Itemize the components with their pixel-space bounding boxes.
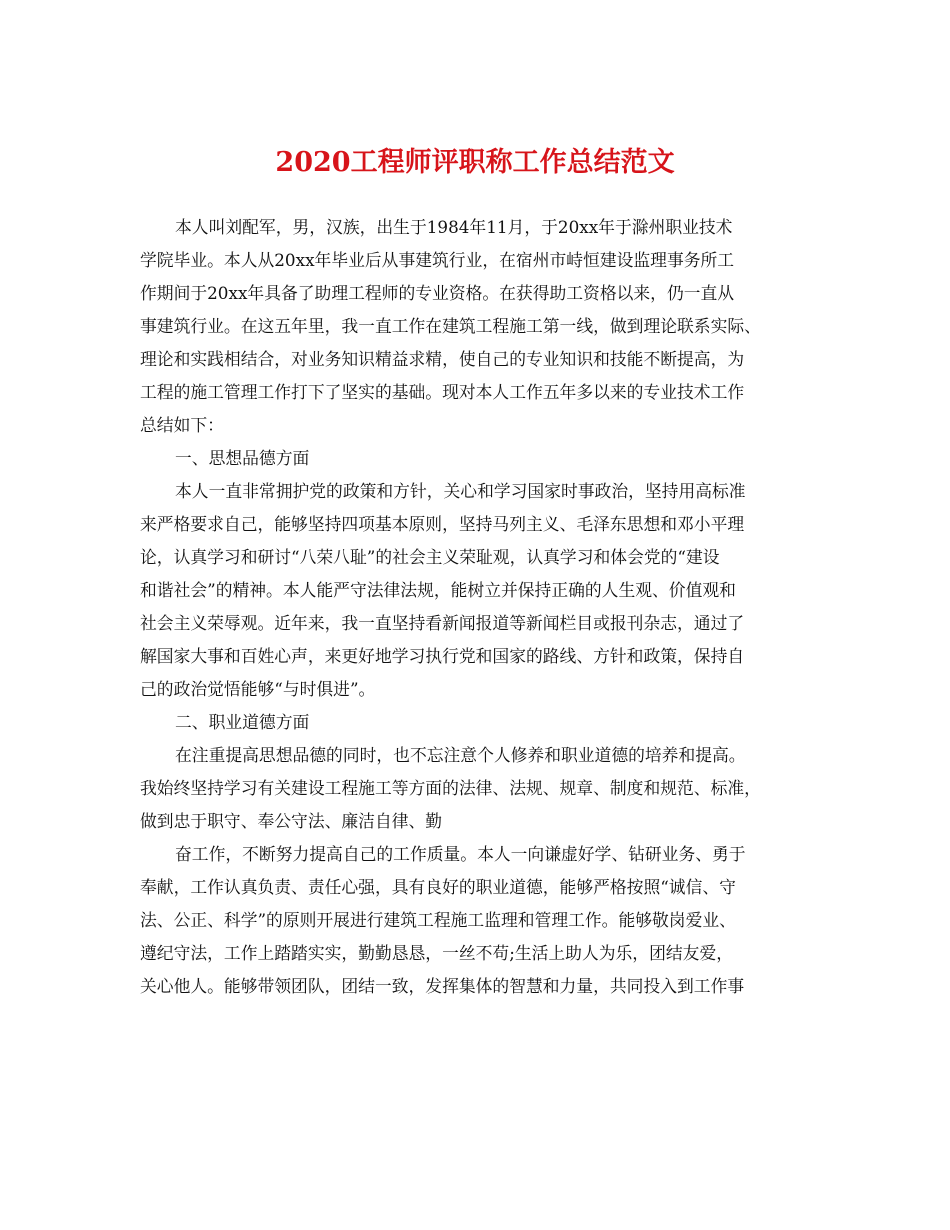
text-line: 论，认真学习和研讨“八荣八耻”的社会主义荣耻观，认真学习和体会党的“建设 — [140, 547, 720, 567]
text-line: 工程的施工管理工作打下了坚实的基础。现对本人工作五年多以来的专业技术工作 — [140, 382, 745, 402]
text-line: 事建筑行业。在这五年里，我一直工作在建筑工程施工第一线，做到理论联系实际、 — [140, 316, 761, 336]
text-line: 关心他人。能够带领团队，团结一致，发挥集体的智慧和力量，共同投入到工作事 — [140, 976, 745, 996]
text-line: 来严格要求自己，能够坚持四项基本原则，坚持马列主义、毛泽东思想和邓小平理 — [140, 514, 745, 534]
text-line: 社会主义荣辱观。近年来，我一直坚持看新闻报道等新闻栏目或报刊杂志，通过了 — [140, 613, 745, 633]
section-heading: 二、职业道德方面 — [175, 712, 310, 732]
text-line: 和谐社会”的精神。本人能严守法律法规，能树立并保持正确的人生观、价值观和 — [140, 580, 736, 600]
page-title: 2020工程师评职称工作总结范文 — [275, 147, 675, 178]
text-line: 作期间于20xx年具备了助理工程师的专业资格。在获得助工资格以来，仍一直从 — [140, 283, 735, 303]
text-line: 本人叫刘配军，男，汉族，出生于1984年11月，于20xx年于滁州职业技术 — [175, 217, 733, 237]
text-line: 在注重提高思想品德的同时，也不忘注意个人修养和职业道德的培养和提高。 — [175, 745, 746, 765]
text-line: 解国家大事和百姓心声，来更好地学习执行党和国家的路线、方针和政策，保持自 — [140, 646, 745, 666]
text-line: 法、公正、科学”的原则开展进行建筑工程施工监理和管理工作。能够敬岗爱业、 — [140, 910, 736, 930]
text-line: 本人一直非常拥护党的政策和方针，关心和学习国家时事政治，坚持用高标准 — [175, 481, 746, 501]
text-line: 学院毕业。本人从20xx年毕业后从事建筑行业，在宿州市峙恒建设监理事务所工 — [140, 250, 735, 270]
text-line: 奉献，工作认真负责、责任心强，具有良好的职业道德，能够严格按照“诚信、守 — [140, 877, 736, 897]
text-line: 总结如下： — [140, 415, 224, 435]
text-line: 我始终坚持学习有关建设工程施工等方面的法律、法规、规章、制度和规范、标准， — [140, 778, 761, 798]
text-line: 理论和实践相结合，对业务知识精益求精，使自己的专业知识和技能不断提高，为 — [140, 349, 745, 369]
text-line: 做到忠于职守、奉公守法、廉洁自律、勤 — [140, 811, 443, 831]
text-line: 奋工作，不断努力提高自己的工作质量。本人一向谦虚好学、钻研业务、勇于 — [175, 844, 746, 864]
section-heading: 一、思想品德方面 — [175, 448, 310, 468]
text-line: 己的政治觉悟能够“与时俱进”。 — [140, 679, 376, 699]
text-line: 遵纪守法，工作上踏踏实实，勤勤恳恳，一丝不苟;生活上助人为乐，团结友爱， — [140, 943, 734, 963]
